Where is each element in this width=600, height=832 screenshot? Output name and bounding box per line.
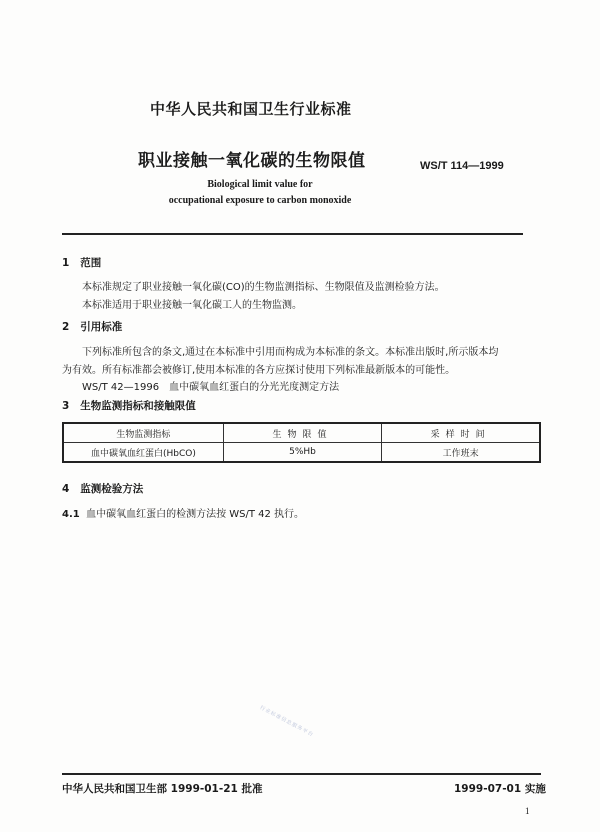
table-cell: 5%Hb [223,443,381,463]
issuing-organization: 中华人民共和国卫生行业标准 [150,100,352,118]
section-number: 4 [62,483,70,495]
document-title: 职业接触一氧化碳的生物限值 [138,151,366,171]
section-1-paragraph-1: 本标准规定了职业接触一氧化碳(CO)的生物监测指标、生物限值及监测检验方法。 [82,282,445,293]
section-3-heading [62,398,196,413]
section-2-paragraph-line2: 为有效。所有标准都会被修订,使用本标准的各方应探讨使用下列标准最新版本的可能性。 [62,365,456,376]
english-title-line2: occupational exposure to carbon monoxide [168,195,352,206]
header-divider [62,233,523,235]
footer-divider [62,773,541,775]
section-1-paragraph-2: 本标准适用于职业接触一氧化碳工人的生物监测。 [82,300,302,311]
section-2-paragraph-line1: 下列标准所包含的条文,通过在本标准中引用而构成为本标准的条文。本标准出版时,所示版本均 [82,347,499,358]
section-number: 2 [62,321,70,333]
referenced-standard: WS/T 42—1996 血中碳氧血红蛋白的分光光度测定方法 [82,382,340,393]
section-2-heading [62,319,122,334]
section-number: 1 [62,257,70,269]
table-header-cell: 生物监测指标 [63,423,223,443]
table-header-cell: 生物限值 [223,423,381,443]
section-4-heading [62,481,143,496]
approval-statement: 中华人民共和国卫生部 1999-01-21 批准 [62,783,263,795]
section-title: 生物监测指标和接触限值 [80,400,196,412]
table-cell: 血中碳氧血红蛋白(HbCO) [63,443,223,463]
subsection-number: 4.1 [62,509,80,520]
page-number: 1 [525,806,530,816]
section-4-1 [62,505,304,520]
section-1-heading [62,255,101,270]
section-title: 监测检验方法 [80,483,144,495]
effective-date: 1999-07-01 实施 [454,783,546,795]
section-title: 引用标准 [80,321,123,333]
table-header-row [63,423,540,443]
table-header-cell: 采样时间 [382,423,540,443]
subsection-text: 血中碳氧血红蛋白的检测方法按 WS/T 42 执行。 [86,509,305,520]
standard-code: WS/T 114—1999 [420,160,504,172]
watermark: 行业标准信息服务平台 [258,704,315,739]
table-row [63,443,540,463]
limit-value-table [62,422,541,463]
table-cell: 工作班末 [382,443,540,463]
section-title: 范围 [80,257,102,269]
english-title-line1: Biological limit value for [207,179,313,190]
section-number: 3 [62,400,70,412]
